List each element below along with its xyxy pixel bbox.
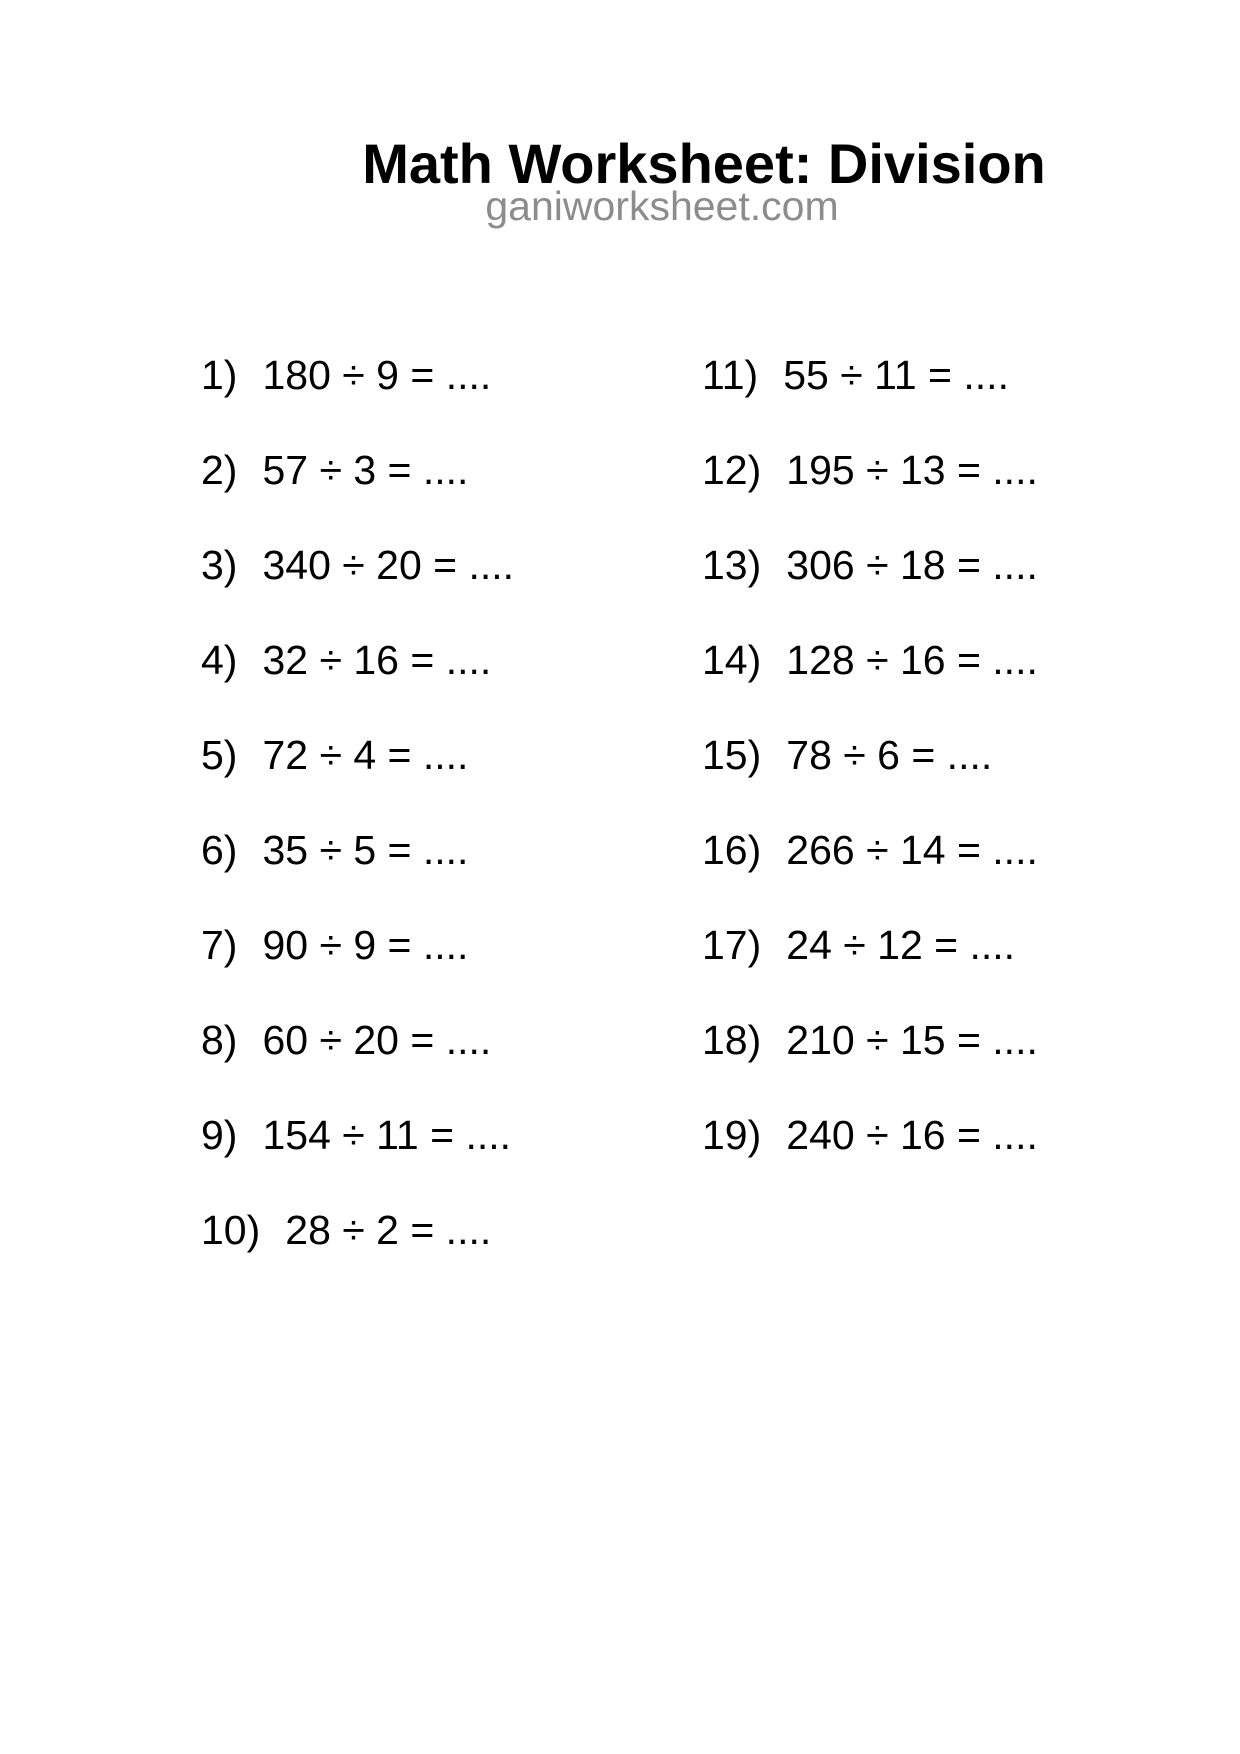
problem-expression: 240 ÷ 16 = .... [786,1112,1038,1158]
problem-item [201,1112,514,1210]
problem-number: 16) [702,827,762,873]
problem-number: 14) [702,637,762,683]
problem-item [702,732,1038,830]
problem-item [702,1017,1038,1115]
problem-item [201,1017,514,1115]
problem-item [201,352,514,450]
problem-expression: 306 ÷ 18 = .... [786,542,1038,588]
problem-number: 19) [702,1112,762,1158]
problem-item [702,637,1038,735]
problem-expression: 32 ÷ 16 = .... [262,637,492,683]
problem-expression: 60 ÷ 20 = .... [262,1017,492,1063]
problem-expression: 340 ÷ 20 = .... [262,542,515,588]
problem-expression: 90 ÷ 9 = .... [262,922,469,968]
problem-expression: 195 ÷ 13 = .... [786,447,1038,493]
problem-expression: 72 ÷ 4 = .... [262,732,469,778]
problem-expression: 35 ÷ 5 = .... [262,827,469,873]
problem-number: 18) [702,1017,762,1063]
worksheet-title: Math Worksheet: Division [362,131,1046,195]
problem-item [201,637,514,735]
problem-number: 3) [201,542,238,588]
problem-expression: 128 ÷ 16 = .... [786,637,1038,683]
problem-item [702,922,1038,1020]
problem-number: 4) [201,637,238,683]
problem-number: 7) [201,922,238,968]
problem-number: 6) [201,827,238,873]
problem-expression: 57 ÷ 3 = .... [262,447,469,493]
problem-list-left [201,352,515,1305]
problem-item [702,447,1038,545]
problem-item [201,827,514,925]
problem-number: 5) [201,732,238,778]
problem-number: 11) [702,352,759,398]
problem-number: 12) [702,447,762,493]
problem-item [201,922,514,1020]
problem-number: 10) [201,1207,261,1253]
problem-expression: 28 ÷ 2 = .... [285,1207,492,1253]
problem-list-right [702,352,1038,1210]
problem-item [201,1207,514,1305]
problem-number: 13) [702,542,762,588]
problem-item [702,542,1038,640]
problem-item [702,827,1038,925]
problem-expression: 180 ÷ 9 = .... [262,352,492,398]
problem-expression: 266 ÷ 14 = .... [786,827,1038,873]
problem-item [201,732,514,830]
problem-item [702,1112,1038,1210]
problem-item [201,447,514,545]
problem-number: 2) [201,447,238,493]
problem-expression: 154 ÷ 11 = .... [262,1112,512,1158]
problem-number: 15) [702,732,762,778]
problem-expression: 78 ÷ 6 = .... [786,732,993,778]
problem-expression: 24 ÷ 12 = .... [786,922,1016,968]
problem-item [702,352,1038,450]
problem-number: 9) [201,1112,238,1158]
problem-expression: 55 ÷ 11 = .... [783,352,1009,398]
problem-expression: 210 ÷ 15 = .... [786,1017,1038,1063]
problem-number: 8) [201,1017,238,1063]
problem-number: 17) [702,922,762,968]
problem-item [201,542,515,640]
website-url: ganiworksheet.com [485,183,839,229]
problem-number: 1) [201,352,238,398]
